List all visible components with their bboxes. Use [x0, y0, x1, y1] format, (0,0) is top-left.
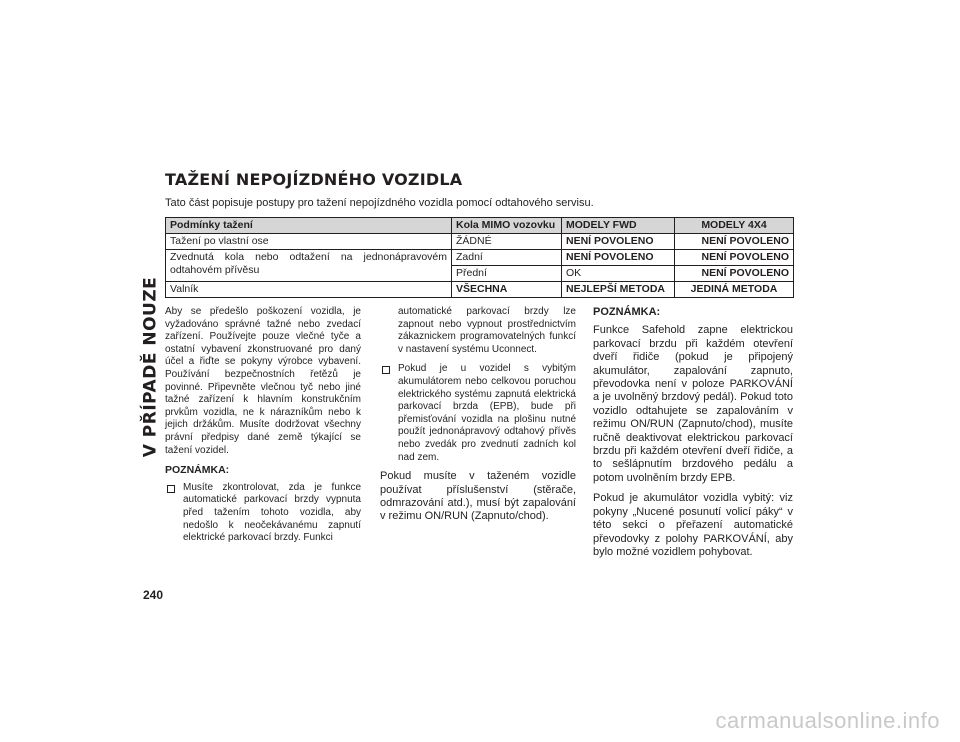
- square-bullet-icon: [167, 485, 175, 493]
- table-row: [166, 234, 794, 250]
- text-column-3: [593, 306, 793, 566]
- body-paragraph: Aby se předešlo poškození vozidla, je vyžadováno správné tažné nebo zvedací zařízení. Používejte pouze vlečné tyče a ostatní vybavení zkonstruované pro daný účel a řiďte se pokyny výrobce vybavení. Používání bezpečnostních řetězů je povinné. Připevněte vlečnou tyč nebo jiné tažné zařízení k hlavním konstrukčním prvkům vozidla, ne k nárazníkům nebo k jejich držákům. Musíte dodržovat všechny právní předpisy dané země týkající se tažení vozidel.: [165, 306, 361, 456]
- list-item-text: Pokud je u vozidel s vybitým akumulátorem nebo celkovou poruchou elektrického systému zapnutá elektrická parkovací brzda (EPB), bude při přemisťování vozidla na plošinu nutné použít jednonápravový odtahový přívěs nebo zvedák pro zvednutí zadních kol nad zem.: [398, 363, 576, 463]
- list-item: [165, 482, 361, 545]
- header-4x4: MODELY 4X4: [675, 218, 794, 234]
- intro-text: Tato část popisuje postupy pro tažení nepojízdného vozidla pomocí odtahového servisu.: [165, 197, 594, 209]
- list-item: [380, 363, 576, 464]
- square-bullet-icon: [382, 366, 390, 374]
- table-cell: ŽÁDNÉ: [452, 234, 562, 250]
- body-paragraph: Pokud je akumulátor vozidla vybitý: viz pokyny „Nucené posunutí volicí páky“ v této sekci o přeřazení automatické převodovky z polohy PARKOVÁNÍ, aby bylo možné vozidlem pohybovat.: [593, 492, 793, 558]
- table-cell: JEDINÁ METODA: [675, 282, 794, 298]
- section-tab-label: V PŘÍPADĚ NOUZE: [140, 276, 161, 458]
- table-row: [166, 282, 794, 298]
- table-cell: VŠECHNA: [452, 282, 562, 298]
- towing-table: [165, 217, 794, 298]
- header-wheels-off: Kola MIMO vozovku: [452, 218, 562, 234]
- table-cell: NENÍ POVOLENO: [675, 250, 794, 266]
- note-heading: POZNÁMKA:: [165, 464, 230, 477]
- list-item-text: Musíte zkontrolovat, zda je funkce automatické parkovací brzdy vypnuta před tažením tohoto vozidla, aby nedošlo k neočekávanému zapnutí elektrické parkovací brzdy. Funkci: [183, 481, 361, 544]
- header-fwd: MODELY FWD: [562, 218, 675, 234]
- table-cell: NENÍ POVOLENO: [562, 234, 675, 250]
- table-cell: NEJLEPŠÍ METODA: [562, 282, 675, 298]
- page-title: TAŽENÍ NEPOJÍZDNÉHO VOZIDLA: [165, 170, 463, 189]
- text-column-1: [165, 306, 361, 551]
- table-cell: Zvednutá kola nebo odtažení na jednonápravovém odtahovém přívěsu: [166, 250, 452, 282]
- table-header-row: [166, 218, 794, 234]
- table-cell: NENÍ POVOLENO: [675, 266, 794, 282]
- table-cell: Přední: [452, 266, 562, 282]
- text-column-2: [380, 306, 576, 531]
- section-side-tab: [140, 174, 161, 560]
- note-heading: POZNÁMKA:: [593, 306, 661, 318]
- list-item-continuation: automatické parkovací brzdy lze zapnout nebo vypnout prostřednictvím zákaznickem programovatelných funkcí v nastavení systému Uconnect.: [398, 306, 576, 355]
- table-cell: Zadní: [452, 250, 562, 266]
- table-cell: Valník: [166, 282, 452, 298]
- watermark: carmanualsonline.info: [715, 708, 940, 733]
- header-conditions: Podmínky tažení: [166, 218, 452, 234]
- body-paragraph: Funkce Safehold zapne elektrickou parkovací brzdu při každém otevření dveří řidiče (pokud je připojený akumulátor, zapalování zapnuto, převodovka není v poloze PARKOVÁNÍ a je uvolněný brzdový pedál). Pokud toto vozidlo odtahujete se zapalováním v režimu ON/RUN (Zapnuto/chod), musíte ručně deaktivovat elektrickou parkovací brzdu při každém otevření dveří řidiče, a to sešlápnutím brzdového pedálu a potom uvolněním brzdy EPB.: [593, 324, 793, 484]
- table-cell: NENÍ POVOLENO: [675, 234, 794, 250]
- table-cell: NENÍ POVOLENO: [562, 250, 675, 266]
- body-paragraph: Pokud musíte v taženém vozidle používat příslušenství (stěrače, odmrazování atd.), musí být zapalování v režimu ON/RUN (Zapnuto/chod).: [380, 470, 576, 523]
- table-row: [166, 250, 794, 266]
- table-cell: Tažení po vlastní ose: [166, 234, 452, 250]
- page-number: 240: [143, 588, 164, 602]
- table-cell: OK: [562, 266, 675, 282]
